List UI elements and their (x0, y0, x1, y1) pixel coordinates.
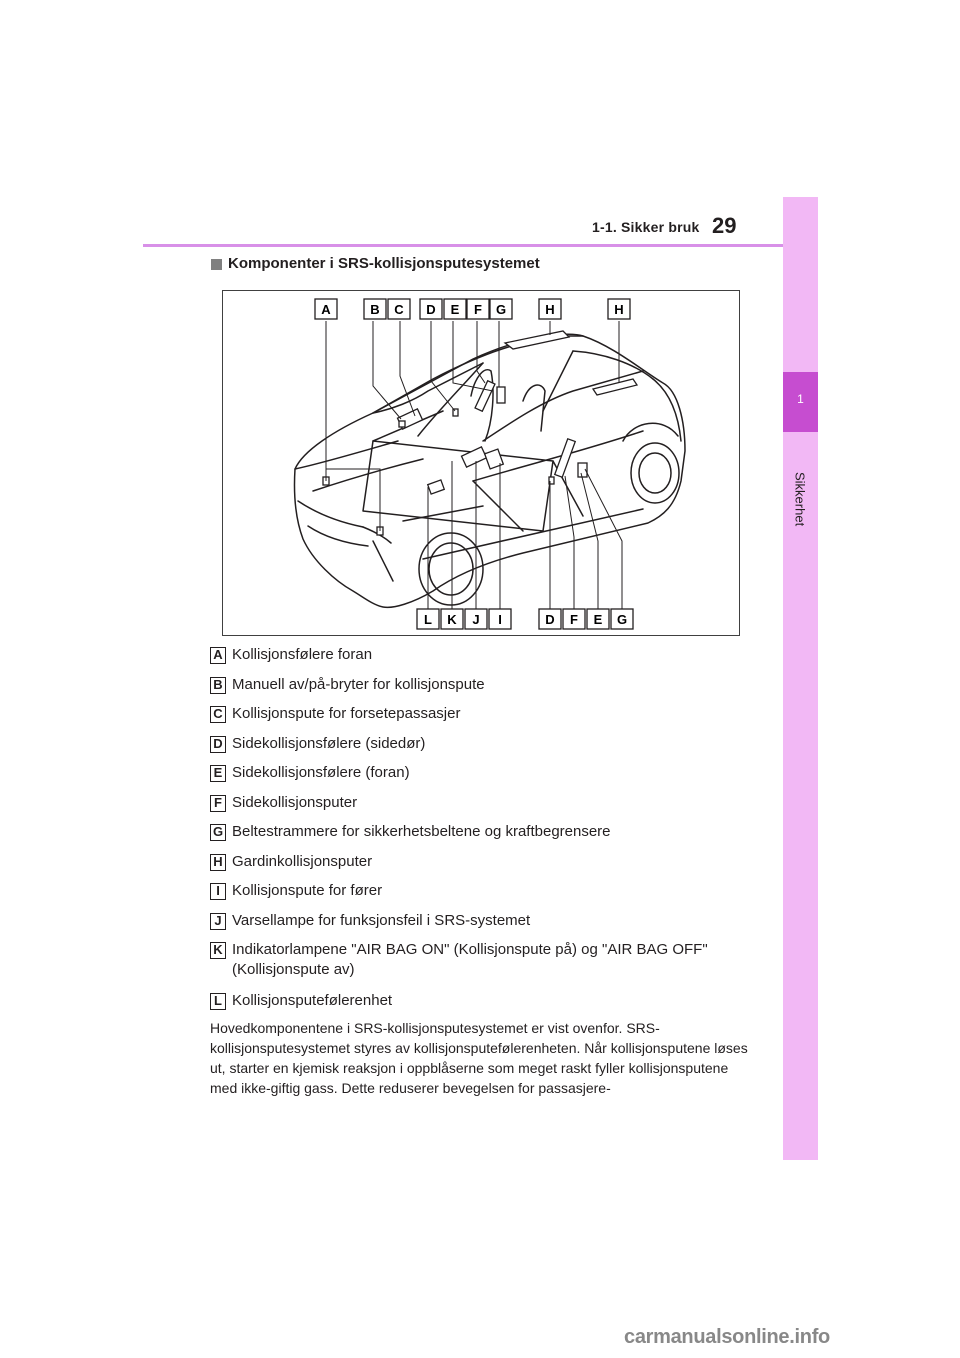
srs-components (323, 331, 637, 535)
manual-switch (399, 421, 405, 427)
curtain-airbag-front (505, 331, 569, 349)
label-j-text: J (472, 612, 480, 627)
legend-text: Indikatorlampene "AIR BAG ON" (Kollisjonspute på) og "AIR BAG OFF" (Kollisjonspute av) (232, 941, 708, 978)
label-d-bottom (539, 609, 561, 629)
srs-warning-module (461, 447, 486, 467)
section-title: 1-1. Sikker bruk (592, 219, 700, 235)
bottom-label-row (417, 609, 633, 629)
legend-key: D (210, 736, 226, 753)
legend-text: Kollisjonspute for fører (232, 882, 383, 899)
label-g-bottom (611, 609, 633, 629)
legend-text: Beltestrammere for sikkerhetsbeltene og kraftbegrensere (232, 823, 611, 840)
label-i (489, 609, 511, 629)
subheading: Komponenter i SRS-kollisjonsputesystemet (228, 255, 540, 272)
legend-text: Kollisjonsputefølerenhet (232, 992, 393, 1009)
label-h-2-text: H (614, 302, 624, 317)
legend-key: J (210, 913, 226, 930)
label-g (490, 299, 512, 319)
belt-pretensioner-front (497, 387, 505, 403)
label-h-text: H (545, 302, 555, 317)
label-d (420, 299, 442, 319)
label-f-bottom-text: F (570, 612, 578, 627)
label-a (315, 299, 337, 319)
label-e-bottom (587, 609, 609, 629)
car-outline (294, 334, 685, 607)
side-airbag (555, 439, 576, 477)
chapter-number: 1 (797, 392, 804, 406)
legend-key: I (210, 883, 226, 900)
legend-key: G (210, 824, 226, 841)
legend-text: Sidekollisjonsfølere (foran) (232, 764, 410, 781)
page-number: 29 (712, 213, 737, 238)
car-drawing (223, 291, 741, 637)
label-j (465, 609, 487, 629)
label-e (444, 299, 466, 319)
body-paragraph: Hovedkomponentene i SRS-kollisjonsputesystemet er vist ovenfor. SRS-kollisjonsputesystemet styres av kollisjonsputefølerenheten. Når kollisjonsputene løses ut, starter en kjemisk reaksjon i oppblåserne som meget raskt fyller kollisjonsputene med ikke-giftig gass. Dette reduserer bevegelsen for passasjere- (210, 1020, 748, 1096)
label-a-text: A (321, 302, 331, 317)
label-d-bottom-text: D (545, 612, 555, 627)
label-b (364, 299, 386, 319)
legend-text: Kollisjonsfølere foran (232, 646, 373, 663)
label-h (539, 299, 561, 319)
watermark: carmanualsonline.info (624, 1326, 830, 1348)
srs-components-illustration (222, 290, 740, 636)
label-e-bottom-text: E (593, 612, 603, 627)
chapter-side-tab (783, 197, 818, 1160)
label-l (417, 609, 439, 629)
label-f-bottom (563, 609, 585, 629)
legend-key: H (210, 854, 226, 871)
label-c-text: C (394, 302, 404, 317)
label-g-text: G (495, 302, 507, 317)
legend-text: Gardinkollisjonsputer (232, 853, 373, 870)
legend-key: E (210, 765, 226, 782)
chapter-label: Sikkerhet (792, 472, 808, 527)
label-c (388, 299, 410, 319)
label-b-text: B (370, 302, 380, 317)
legend-text: Manuell av/på-bryter for kollisjonspute (232, 676, 485, 693)
legend-key: K (210, 942, 226, 959)
label-f (467, 299, 489, 319)
label-i-text: I (498, 612, 502, 627)
label-l-text: L (424, 612, 432, 627)
legend-key: B (210, 677, 226, 694)
label-k-text: K (447, 612, 457, 627)
legend-text: Sidekollisjonsfølere (sidedør) (232, 735, 426, 752)
label-e-text: E (450, 302, 460, 317)
label-f-text: F (474, 302, 482, 317)
curtain-airbag-rear (593, 379, 637, 395)
legend-key: A (210, 647, 226, 664)
label-g-bottom-text: G (616, 612, 628, 627)
heading-bullet-icon (211, 259, 222, 270)
label-k (441, 609, 463, 629)
airbag-sensor-unit (428, 480, 445, 494)
top-label-row (315, 299, 630, 319)
legend-text: Varsellampe for funksjonsfeil i SRS-systemet (232, 912, 531, 929)
legend-text: Sidekollisjonsputer (232, 794, 358, 811)
legend-key: F (210, 795, 226, 812)
legend-key: C (210, 706, 226, 723)
label-h-2 (608, 299, 630, 319)
label-d-text: D (426, 302, 436, 317)
driver-airbag (485, 449, 504, 469)
legend-text: Kollisjonspute for forsetepassasjer (232, 705, 461, 722)
header-rule (143, 244, 783, 247)
legend-key: L (210, 993, 226, 1010)
